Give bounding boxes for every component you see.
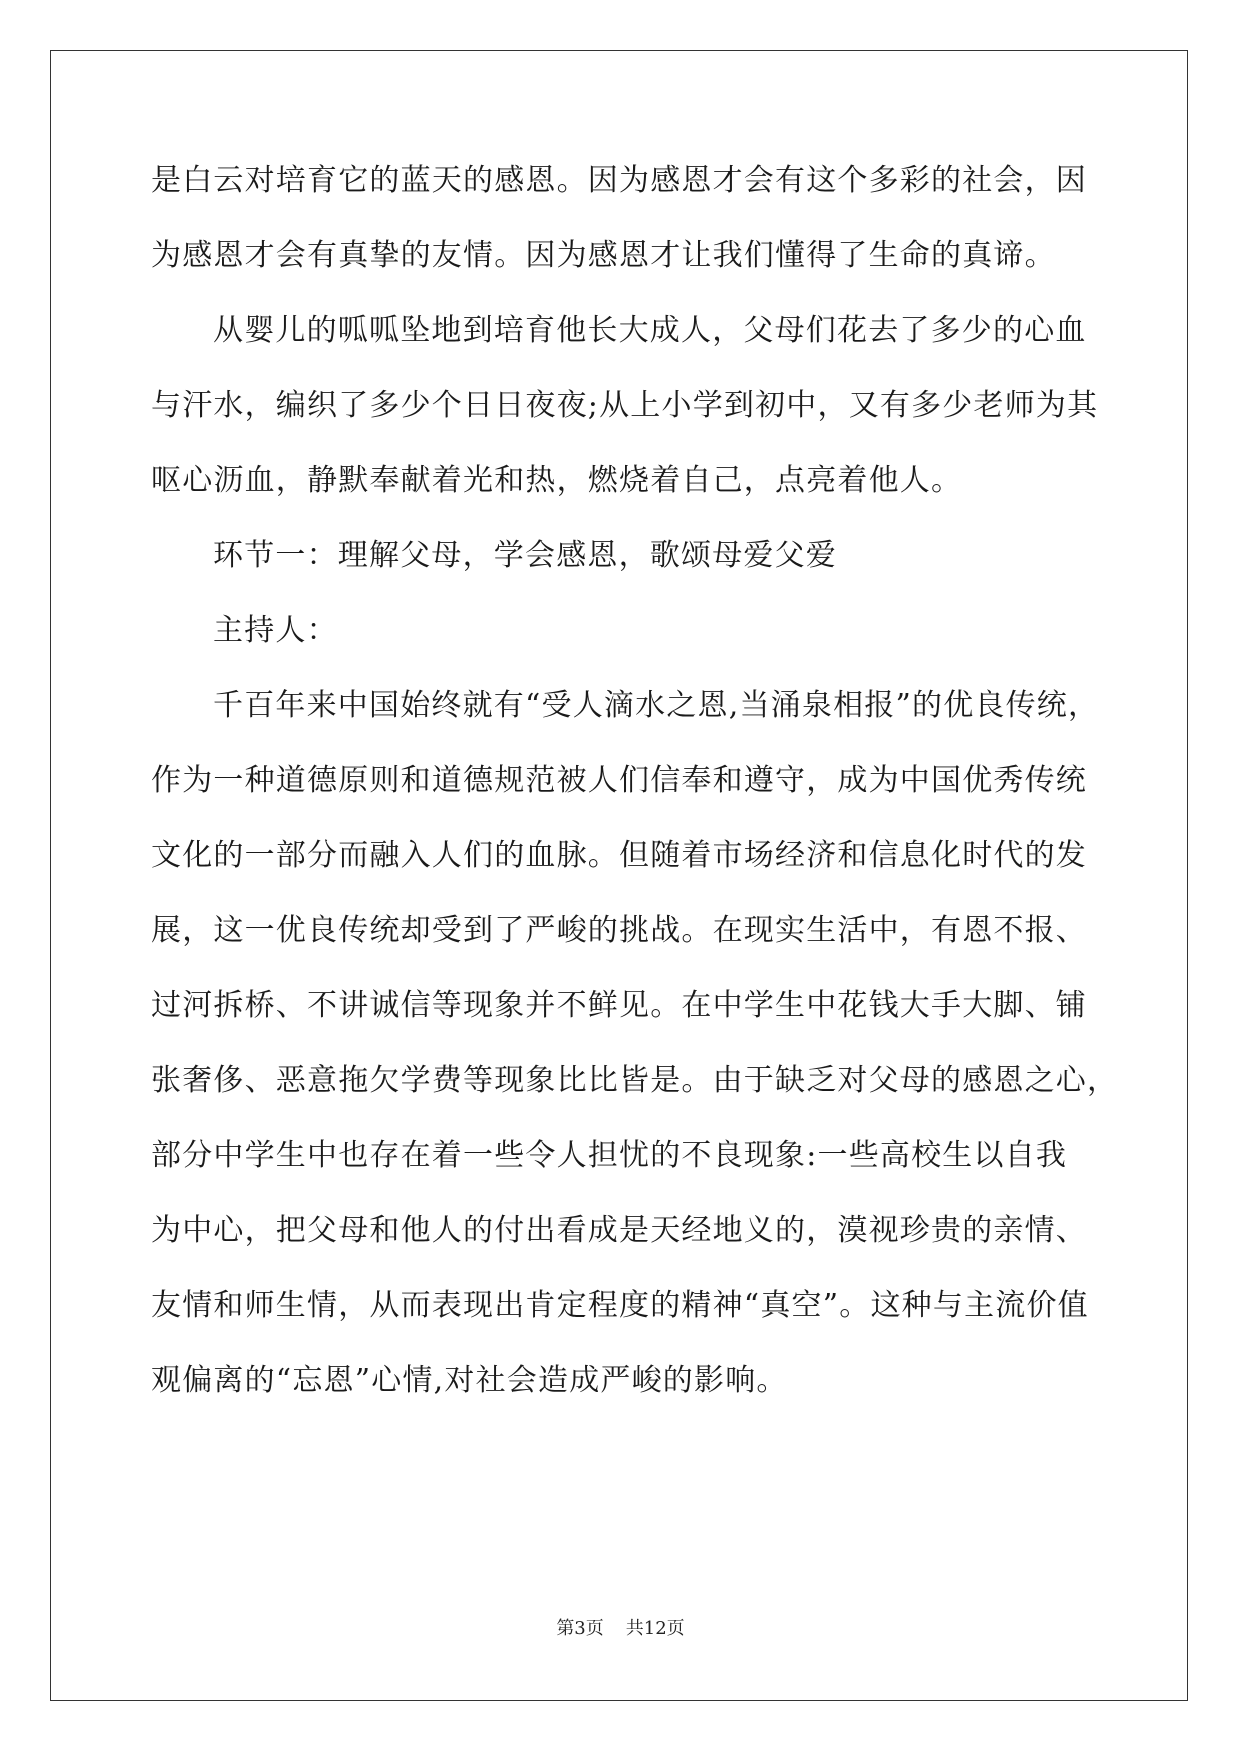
page-footer (0, 1617, 1241, 1641)
text-line: 千百年来中国始终就有“受人滴水之恩,当涌泉相报”的优良传统， (213, 688, 1100, 723)
text-line: 与汗水，编织了多少个日日夜夜;从上小学到初中，又有多少老师为其 (151, 388, 1099, 423)
speaker-label: 主持人： (213, 613, 338, 648)
document-body (151, 162, 1119, 1437)
text-line: 展，这一优良传统却受到了严峻的挑战。在现实生活中，有恩不报、 (151, 913, 1087, 948)
text-line: 部分中学生中也存在着一些令人担忧的不良现象:一些高校生以自我 (151, 1138, 1068, 1173)
text-line: 友情和师生情，从而表现出肯定程度的精神“真空”。这种与主流价值 (151, 1288, 1089, 1323)
page-number: 第3页 (556, 1618, 604, 1639)
text-line: 是白云对培育它的蓝天的感恩。因为感恩才会有这个多彩的社会，因 (151, 163, 1087, 198)
text-line: 为感恩才会有真挚的友情。因为感恩才让我们懂得了生命的真谛。 (151, 238, 1056, 273)
text-line: 文化的一部分而融入人们的血脉。但随着市场经济和信息化时代的发 (151, 838, 1087, 873)
text-line: 作为一种道德原则和道德规范被人们信奉和遵守，成为中国优秀传统 (151, 763, 1087, 798)
text-line: 为中心，把父母和他人的付出看成是天经地义的，漠视珍贵的亲情、 (151, 1213, 1087, 1248)
text-line: 观偏离的“忘恩”心情,对社会造成严峻的影响。 (151, 1363, 788, 1398)
text-line: 过河拆桥、不讲诚信等现象并不鲜见。在中学生中花钱大手大脚、铺 (151, 988, 1087, 1023)
text-line: 张奢侈、恶意拖欠学费等现象比比皆是。由于缺乏对父母的感恩之心， (151, 1063, 1119, 1098)
section-heading: 环节一：理解父母，学会感恩，歌颂母爱父爱 (213, 538, 837, 573)
text-line: 从婴儿的呱呱坠地到培育他长大成人，父母们花去了多少的心血 (213, 313, 1087, 348)
page-total: 共12页 (625, 1618, 685, 1639)
text-line: 呕心沥血，静默奉献着光和热，燃烧着自己，点亮着他人。 (151, 463, 963, 498)
